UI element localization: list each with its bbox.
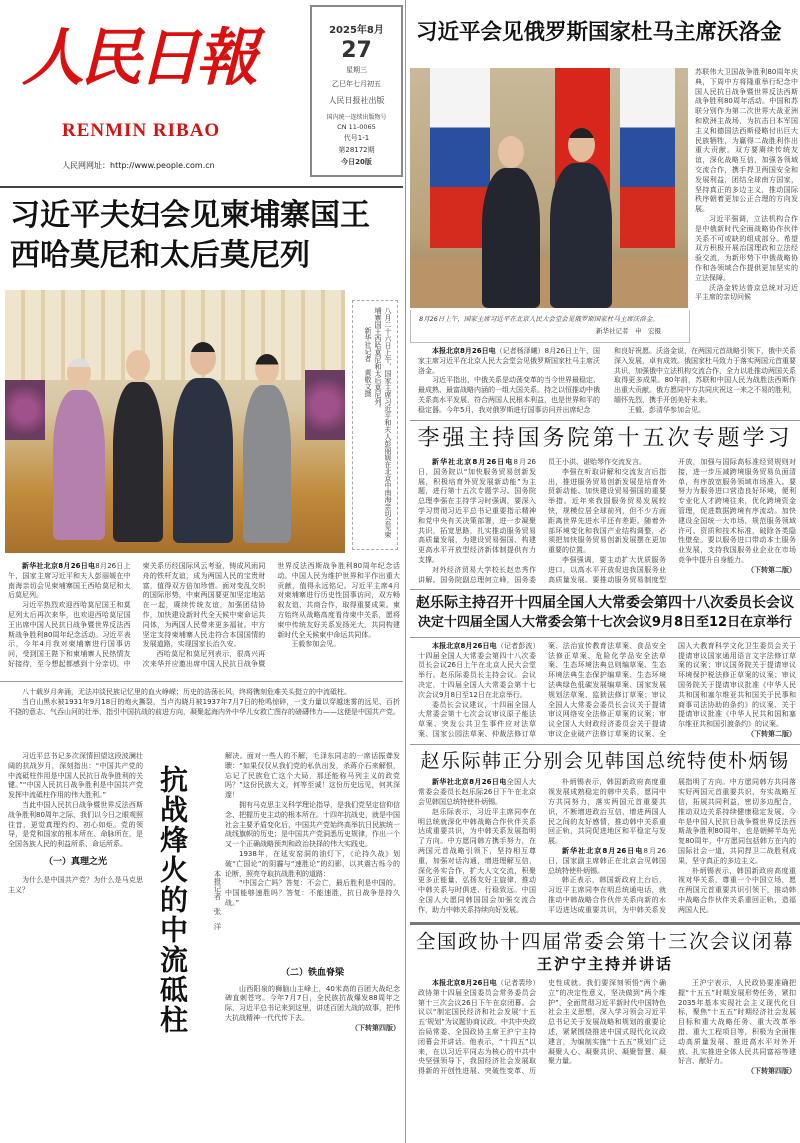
npc-subheadline: 决定十四届全国人大常委会第十七次会议9月8日至12日在京举行 [417,615,793,631]
cambodia-article-body: 新华社北京8月26日电8月26日上午，国家主席习近平和夫人彭丽媛在中南海亲切会见柬埔寨国王西哈莫尼和太后莫尼列。 习近平热烈欢迎西哈莫尼国王和莫尼列太后再次来华，也欢迎西哈莫尼国王出席中国人民抗日战争暨世界反法西斯战争胜利80周年纪念活动。习近平表示，今年4月我对柬埔寨进行国事访问，受到国王陛下和柬埔寨人民热情友好接待，至今想起都感到十分亲切。中柬关系历经国际风云考验，铸成风雨同舟的铁杆友谊，成为两国人民的宝贵财富，值得双方倍加珍惜。面对变乱交织的国际形势，中柬两国要更加坚定地站在一起，赓续传统友谊，加强团结协作，加快建设新时代全天候中柬命运共同体，为两国人民带来更多福祉。中方坚定支持柬埔寨人民走符合本国国情的发展道路，实现国家长治久安。 西哈莫尼和莫尼列表示，很高兴再次来华并应邀出席中国人民抗日战争暨世界反法西斯战争胜利80周年纪念活动。中国人民为维护世界和平作出重大贡献，值得永远铭记。习近平主席4月对柬埔寨进行历史性国事访问，双方畅叙友谊、共商合作，取得重要成果。柬方始终从战略高度看待柬中关系，愿将柬中传统友好关系发扬光大，共同构建新时代全天候柬中命运共同体。 王毅参加会见。 [8,562,400,668]
korea-article-body: 新华社北京8月26日电全国人大常委会委员长赵乐际26日下午在北京会见韩国总统特使朴炳锡。 赵乐际表示，习近平主席同李在明总统就深化中韩战略合作伙伴关系达成重要共识，为中韩关系发展指明了方向。中方愿同韩方携手努力，在两国元首战略引领下，坚持相互尊重，加强对话沟通，增进理解互信，深化务实合作，扩大人文交流，积聚更多正能量，弘扬友好主旋律，推动中韩关系与时俱进、行稳致远。中国全国人大愿同韩国国会加强交流合作，助力中韩关系持续向好发展。 朴炳锡表示，韩国新政府高度重视发展成熟稳定的韩中关系，愿同中方共同努力，落实两国元首重要共识，不断增进政治互信，增进两国人民之间的友好感情，推动韩中关系重回正轨，共同促进地区和平稳定与发展。 新华社北京8月26日电8月26日，国家副主席韩正在北京会见韩国总统特使朴炳锡。 韩正表示，韩国新政府上台后，习近平主席同李在明总统通电话，就推动中韩战略合作伙伴关系向新的水平迈进达成重要共识，为中韩关系发展指明了方向。中方愿同韩方共同落实好两国元首重要共识，夯实战略互信，拓展共同利益，密切多边配合，推动双边关系持续健康稳定发展。今年是中国人民抗日战争暨世界反法西斯战争胜利80周年，也是朝鲜半岛光复80周年，中方愿同包括韩方在内的国际社会一道，共同捍卫二战胜利成果，坚守真正的多边主义。 朴炳锡表示，韩国新政府高度重视对华关系，尊重一个中国立场，愿在两国元首重要共识引领下，推动韩中战略合作伙伴关系重回正轨，造福两国人民。 [418,778,796,914]
publisher: 人民日报社出版 [328,96,385,105]
cppcc-headline[interactable]: 全国政协十四届常委会第十三次会议闭幕 [415,929,794,953]
logo: 人民日報 [22,21,255,94]
person-figure [53,390,105,540]
section-heading: （二）铁血脊梁 [280,967,344,978]
cambodia-vertical-caption: 八月二十六日上午，国家主席习近平和夫人彭丽媛在北京中南海亲切会见柬埔寨国王西哈莫尼和太后莫尼列。 新华社记者 黄敬文摄 [352,300,398,550]
person-head [190,342,216,375]
person-figure [243,385,291,543]
war-column-left: 习近平总书记多次深情回望这段波澜壮阔的抗战岁月，深刻指出：“中国共产党的中流砥柱作用是中国人民抗日战争胜利的关键。”“中国人民抗日战争胜利是中国共产党发挥中流砥柱作用的伟大胜利。” 当此中国人民抗日战争暨世界反法西斯战争胜利80周年之际，我们以今日之眼观照往昔，更觉真理灼灼、初心如炬。党的领导，是党和国家的根本所在、命脉所在，是全国各族人民的利益所系、命运所系。 （一）真理之光 为什么是中国共产党？为什么是马克思主义？ [8,752,143,894]
cppcc-subheadline: 王沪宁主持并讲话 [536,955,673,974]
column-divider [405,0,406,1143]
russia-caption-box [410,310,690,343]
continued-note[interactable]: （下转第二版） [747,729,796,738]
russia-side-column: 苏联伟大卫国战争胜利80周年庆典，下周中方将隆重举行纪念中国人民抗日战争暨世界反法西斯战争胜利80周年活动。中国和苏联分别作为第二次世界大战亚洲和欧洲主战场，为抗击日本军国主义和德国法西斯侵略付出巨大民族牺牲，为赢得二战胜利作出重大贡献。双方要赓续传统友谊，深化战略互信，加强各领域交流合作，携手捍卫两国安全和发展利益，团结全球南方国家，坚持真正的多边主义，推动国际秩序朝着更加公正合理的方向发展。 习近平强调，立法机构合作是中俄新时代全面战略协作伙伴关系不可或缺的组成部分。希望双方积极开展治国理政和立法经验交流，为新形势下中俄战略协作和各领域合作提供更加坚实的立法保障。 沃洛金转达普京总统对习近平主席的亲切问候 [695,68,798,302]
person-head [126,350,150,380]
photo-caption: 8月26日上午，国家主席习近平在北京人民大会堂会见俄罗斯国家杜马主席沃洛金。 [419,315,659,323]
flowers [305,370,345,440]
logo-roman: RENMIN RIBAO [62,120,221,141]
weekday: 星期三 [346,66,367,74]
flowers [5,380,45,440]
lunar-date: 乙巳年七月初五 [332,80,381,88]
russia-headline[interactable]: 习近平会见俄罗斯国家杜马主席沃洛金 [416,20,782,45]
person-head [498,136,524,168]
person-head [255,354,279,384]
continued-note[interactable]: （下转第二版） [747,565,796,574]
person-figure [173,378,233,543]
issue-number: 第28172期 [338,146,375,154]
person-head [67,358,91,388]
korea-headline[interactable]: 赵乐际韩正分别会见韩国总统特使朴炳锡 [420,749,790,772]
postal-code: 代号1-1 [343,134,370,142]
war-byline: 本报记者 张 洋 [213,870,222,930]
day: 27 [341,38,372,63]
photo-credit: 新华社记者 申 宏摄 [596,327,661,335]
cambodia-headline[interactable]: 习近平夫妇会见柬埔寨国王 西哈莫尼和太后莫尼列 [10,198,370,273]
section-heading: （一）真理之光 [43,856,107,867]
russian-flag [620,68,675,248]
continued-note[interactable]: （下转第四版） [351,1023,400,1032]
issue-info-box [310,5,403,177]
war-column-right: 解决。面对一些人的不解，毛泽东同志的一席话振聋发聩：“如果仅仅从我们党的私仇出发，杀蒋介石来解恨，忘记了民族危亡这个大局，那还能称马列主义的政党吗？”这份民族大义，何等至诚！这份历史远见，何其深邃！ 拥有马克思主义科学理论指导，是我们党坚定信仰信念、把握历史主动的根本所在。十四年抗战史，就是中国社会主要矛盾变化后，中国共产党始终高举抗日民族统一战线旗帜的历史；是中国共产党洞悉历史规律，作出一个又一个正确战略预判和政治抉择的伟大实践史。 1938年，在延安窑洞的油灯下，《论持久战》划破“亡国论”的阴霾与“速胜论”的幻影，以其震古烁今的论断，照亮夺取抗战胜利的道路： “中国会亡吗？答复：不会亡，最后胜利是中国的。中国能够速胜吗？答复：不能速胜，抗日战争是持久战。” （二）铁血脊梁 山西阳泉的狮脑山主峰上，40米高的百团大战纪念碑直刺苍穹。今年7月7日，全民族抗战爆发88周年之际，习近平总书记来到这里，讲述百团大战的故事，把伟大抗战精神一代代传下去。 （下转第四版） [225,752,400,1032]
cn-number: CN 11-0065 [337,123,376,131]
war-lead: 八十载岁月奔涌，无法冲淡民族记忆里的血火峥嵘；历史的浩荡长风，终将镌刻危难关头挺立的中流砥柱。 当白山黑水被1931年9月18日的炮火撕裂，当卢沟晓月被1937年7月7日的枪鸣惊碎，一支力量以穿越迷雾的远见、百折不挠的意志、气吞山河的壮举，指引中国抗战的前进方向，凝聚起海内外中华儿女救亡图存的磅礴伟力——这便是中国共产党。 [8,688,400,716]
serial-label: 国内统一连续出版物号 [326,114,387,121]
person-figure [482,168,540,308]
continued-note[interactable]: （下转第四版） [747,1067,796,1076]
year-month: 2025年8月 [329,25,384,36]
person-head [568,128,595,162]
person-figure [550,163,612,308]
russia-meeting-photo [410,68,688,308]
right-column-stories [410,347,800,1077]
npc-article-body: 本报北京8月26日电（记者彭波）十四届全国人大常委会第四十八次委员长会议26日上午在北京人民大会堂举行。赵乐际委员长主持会议。会议决定，十四届全国人大常委会第十七次会议9月8日至12日在北京举行。 委员长会议建议，十四届全国人大常委会第十七次会议审议原子能法草案、突发公共卫生事件应对法草案、国家公园法草案、仲裁法修订草案、法治宣传教育法草案、食品安全法修正草案、危险化学品安全法草案、生态环境法典总则编草案、生态环境法典生态保护编草案、生态环境法典绿色低碳发展编草案、国家发展规划法草案、监狱法修订草案；审议全国人大常委会委员长会议关于提请审议网络安全法修正草案的议案；审议全国人大财政经济委员会关于提请审议企业破产法修订草案的议案、全国人大教育科学文化卫生委员会关于提请审议国家通用语言文字法修订草案的议案；审议国务院关于提请审议环境保护税法修正草案的议案；审议国务院关于提请审议批准《中华人民共和国和塞尔维亚共和国关于民事和商事司法协助的条约》的议案、关于提请审议批准《中华人民共和国和塞尔维亚共和国引渡条约》的议案。 （下转第二版） [418,641,796,738]
cambodia-meeting-photo [5,290,345,553]
masthead [0,0,295,180]
liqiang-headline[interactable]: 李强主持国务院第十五次专题学习 [417,425,793,451]
npc-headline[interactable]: 赵乐际主持召开十四届全国人大常委会第四十八次委员长会议 [416,595,794,612]
cppcc-article-body: 本报北京8月26日电（记者裴珍）政协第十四届全国委员会常务委员会第十三次会议26日下午在京闭幕。会议以“制定国民经济和社会发展‘十五五’规划”为议题协商议政。中共中央政治局常委、全国政协主席王沪宁主持闭幕会并讲话。他表示，“十四五”以来，在以习近平同志为核心的中共中央坚强领导下，我国经济社会发展取得新的开创性进展、突破性变革、历史性成就。我们要深刻领悟“两个确立”的决定性意义，坚决做到“两个维护”，全面贯彻习近平新时代中国特色社会主义思想，深入学习领会习近平总书记关于发展战略和规划的重要论述，紧紧围绕推进中国式现代化议政建言，为编制实施“十五五”规划广泛凝聚人心、凝聚共识、凝聚智慧、凝聚力量。 王沪宁表示，人民政协要准确把握“十五五”时期发展形势任务，紧扣2035年基本实现社会主义现代化目标，聚焦“十五五”时期经济社会发展目标和重大战略任务、重大改革举措、重大工程项目等，积极为全面推动高质量发展、推进高水平对外开放、扎实推进全体人民共同富裕等建好言、献好力。 （下转第四版） [418,979,796,1076]
russian-flag [430,68,490,248]
war-title[interactable]: 抗战烽火的中流砥柱 [156,765,189,1035]
liqiang-article-body: 新华社北京8月26日电8月26日，国务院以“加快服务贸易创新发展，积极培育外贸发展新动能”为主题，进行第十五次专题学习。国务院总理李强在主持学习时强调，要深入学习贯彻习近平总书记重要指示精神和党中央有关决策部署，进一步凝聚共识，拓宽思路，扎实推动服务贸易高质量发展，为建设贸易强国、构建更高水平开放型经济新体制提供有力支撑。 对外经济贸易大学校长赵忠秀作讲解。国务院副总理何立峰，国务委员王小洪、谌贻琴作交流发言。 李强在听取讲解和交流发言后指出，推进服务贸易创新发展是培育外贸新动能、加快建设贸易强国的重要举措。近年来我国服务贸易发展较快，规模位居全球前列，但不少方面距离世界先进水平还有差距。随着外部环境变化和我国产业结构调整，必须把加快服务贸易创新发展摆在更加重要的位置。 李强强调，要主动扩大优质服务进口，以高水平开放促进我国服务业高质量发展。要推动服务贸易制度型开放，加强与国际高标准经贸规则对接，进一步压减跨境服务贸易负面清单，有序放宽服务领域市场准入。要努力为服务进口营造良好环境，便利专业化人才跨境往来，优化跨境资金管理，促进数据跨境有序流动。加快建设全国统一大市场，规范服务领域许可、资质和技术标准，破除各类隐性壁垒。要以服务进口带动本土服务业发展，支持我国服务业企业在市场竞争中提升自身能力。 （下转第二版） [418,457,796,584]
person-figure [113,382,163,542]
website[interactable]: 人民网网址：http://www.people.com.cn [62,161,215,170]
page-count: 今日20版 [341,158,372,166]
russia-article-body: 本报北京8月26日电（记者杨泽曦）8月26日上午，国家主席习近平在北京人民大会堂会见俄罗斯国家杜马主席沃洛金。 习近平指出，中俄关系是动荡变革的当今世界最稳定、最成熟、最富战略内涵的一组大国关系。持之以恒推动中俄关系高水平发展，符合两国人民根本利益，也是世界和平的稳定器。今年5月，我对俄罗斯进行国事访问并出席纪念 和良好祝愿。沃洛金说，在两国元首战略引领下，俄中关系深入发展，卓有成效。俄国家杜马致力于落实两国元首重要共识，加强俄中立法机构交流合作，全力以赴推动两国关系取得更多成果。80年前，苏联和中国人民为战胜法西斯作出重大贡献。俄方愿同中方共同庆祝这一来之不易的胜利，缅怀先烈，携手开创美好未来。 王毅、彭清华参加会见。 [418,347,796,414]
